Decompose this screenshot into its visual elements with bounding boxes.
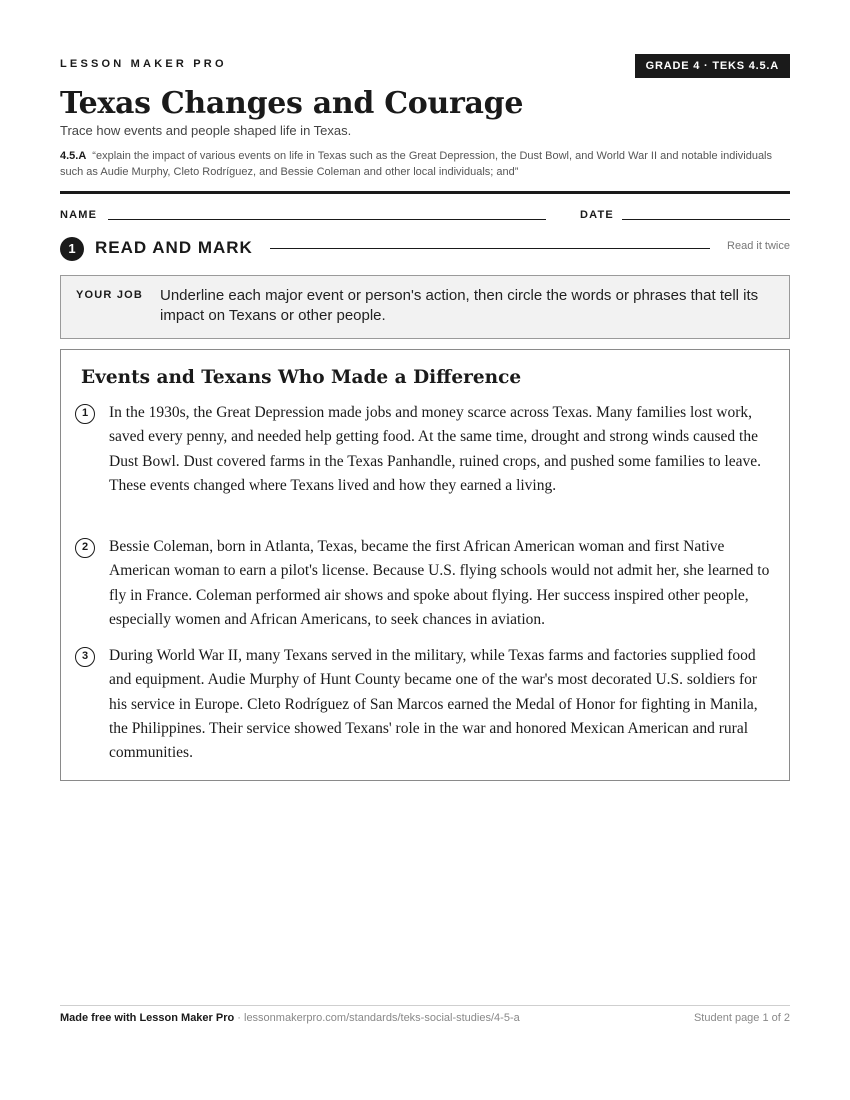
section-title: READ AND MARK bbox=[95, 238, 253, 257]
page-title: Texas Changes and Courage bbox=[60, 86, 524, 121]
grade-badge: GRADE 4 · TEKS 4.5.A bbox=[635, 54, 790, 78]
footer-divider bbox=[60, 1005, 790, 1006]
standard-text: “explain the impact of various events on life in Texas such as the Great Depression, the Dust Bowl, and World War II and notable individuals such as Audie Murphy, Cleto Rodríguez, and Bessie Coleman and other local individuals; and” bbox=[60, 150, 773, 178]
paragraph-text: During World War II, many Texans served in the military, while Texas farms and factories supplied food and equipment. Audie Murphy of Hunt County became one of the war's most decorated U.S. soldiers for his service in Europe. Cleto Rodríguez of San Marcos earned the Medal of Honor for fighting in Manila, the Philippines. Their service showed Texans' role in the war and honored Mexican American and rural communities. bbox=[109, 647, 758, 762]
section-number-badge: 1 bbox=[60, 237, 84, 261]
section-header bbox=[60, 237, 790, 261]
paragraph-text: In the 1930s, the Great Depression made jobs and money scarce across Texas. Many families lost work, saved every penny, and needed help getting food. At the same time, drought and strong winds caused the Dust Bowl. Dust covered farms in the Texas Panhandle, ruined crops, and pushed some families to leave. These events changed where Texans lived and how they earned a living. bbox=[109, 404, 762, 494]
date-field[interactable] bbox=[622, 219, 790, 220]
name-label: NAME bbox=[60, 209, 98, 221]
paragraph-number: 3 bbox=[75, 647, 95, 667]
worksheet-page bbox=[60, 0, 790, 1100]
name-field[interactable] bbox=[108, 219, 546, 220]
section-hint: Read it twice bbox=[727, 240, 790, 252]
standard-description bbox=[60, 148, 790, 180]
page-subtitle: Trace how events and people shaped life in Texas. bbox=[60, 123, 352, 138]
job-instructions-box bbox=[60, 275, 790, 339]
name-date-row bbox=[60, 207, 790, 223]
footer-made-with: Made free with Lesson Maker Pro bbox=[60, 1012, 235, 1024]
header-divider bbox=[60, 191, 790, 194]
job-text: Underline each major event or person's action, then circle the words or phrases that tell its impact on Texans or other people. bbox=[160, 287, 759, 324]
footer-url[interactable]: · lessonmakerpro.com/standards/teks-social-studies/4-5-a bbox=[234, 1012, 520, 1024]
footer-credit bbox=[60, 1012, 520, 1024]
brand-name: LESSON MAKER PRO bbox=[60, 58, 227, 70]
standard-code: 4.5.A bbox=[60, 150, 87, 162]
paragraph-text: Bessie Coleman, born in Atlanta, Texas, became the first African American woman and first Native American woman to earn a pilot's license. Because U.S. flying schools would not admit her, she learned to fly in France. Coleman performed air shows and spoke about flying. Her success inspired other people, especially women and African Americans, to seek chances in aviation. bbox=[109, 538, 770, 628]
reading-title: Events and Texans Who Made a Difference bbox=[81, 367, 522, 388]
paragraph-number: 1 bbox=[75, 404, 95, 424]
footer-page-number: Student page 1 of 2 bbox=[693, 1012, 790, 1024]
paragraph-number: 2 bbox=[75, 538, 95, 558]
reading-passage-box bbox=[60, 349, 790, 781]
top-bar bbox=[60, 54, 790, 78]
date-label: DATE bbox=[580, 209, 614, 221]
section-divider bbox=[270, 248, 710, 249]
job-label: YOUR JOB bbox=[76, 289, 144, 301]
